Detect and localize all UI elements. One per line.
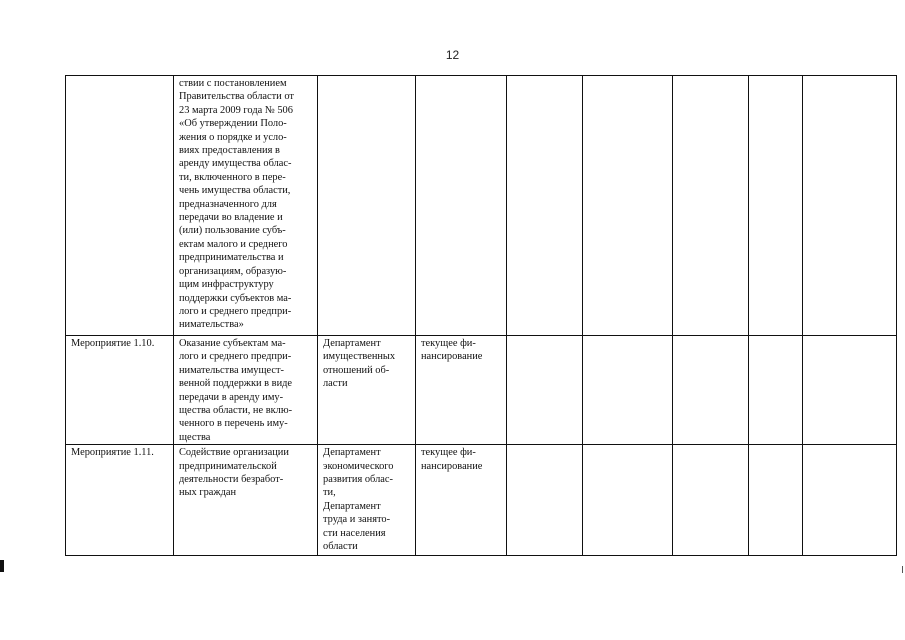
activity-description-cell: ствии с постановлением Правительства области от 23 марта 2009 года № 506 «Об утверждении Поло- жения о порядке и усло- виях предоставления в аренду имущества облас- ти, включенного в пере- чень имущества области, предназначенного для передачи во владение и (или) пользование субъ- ектам малого и среднего предпринимательства и организациям, образую- щим инфраструктуру поддержки субъектов ма- лого и среднего предпри- нимательства» — [174, 76, 318, 336]
table-cell — [803, 76, 897, 336]
scan-edge-mark — [0, 560, 4, 572]
table-cell — [749, 336, 803, 445]
funding-source-cell: текущее фи- нансирование — [416, 336, 507, 445]
activity-description-cell: Оказание субъектам ма- лого и среднего предпри- нимательства имущест- венной поддержки в виде передачи в аренду иму- щества области, не вклю- ченного в перечень иму- щества — [174, 336, 318, 445]
executor-cell: Департамент имущественных отношений об- ласти — [318, 336, 416, 445]
funding-source-cell — [416, 76, 507, 336]
table-cell — [583, 445, 673, 556]
table-cell — [507, 76, 583, 336]
table-cell — [583, 336, 673, 445]
table-cell — [673, 336, 749, 445]
table-cell — [673, 76, 749, 336]
table-cell — [673, 445, 749, 556]
program-activities-table — [65, 75, 897, 556]
funding-source-cell: текущее фи- нансирование — [416, 445, 507, 556]
table-cell — [583, 76, 673, 336]
table-cell — [507, 336, 583, 445]
table-row — [66, 336, 897, 445]
table-cell — [749, 76, 803, 336]
table-cell — [749, 445, 803, 556]
table-cell — [507, 445, 583, 556]
table-row — [66, 76, 897, 336]
table-cell — [803, 336, 897, 445]
scan-edge-mark — [902, 566, 903, 573]
table-cell — [803, 445, 897, 556]
table-row — [66, 445, 897, 556]
executor-cell — [318, 76, 416, 336]
activity-number-cell: Мероприятие 1.10. — [66, 336, 174, 445]
page-number: 12 — [445, 48, 460, 62]
activity-number-cell: Мероприятие 1.11. — [66, 445, 174, 556]
activity-number-cell — [66, 76, 174, 336]
activity-description-cell: Содействие организации предпринимательской деятельности безработ- ных граждан — [174, 445, 318, 556]
executor-cell: Департамент экономического развития облас- ти, Департамент труда и занято- сти населения области — [318, 445, 416, 556]
